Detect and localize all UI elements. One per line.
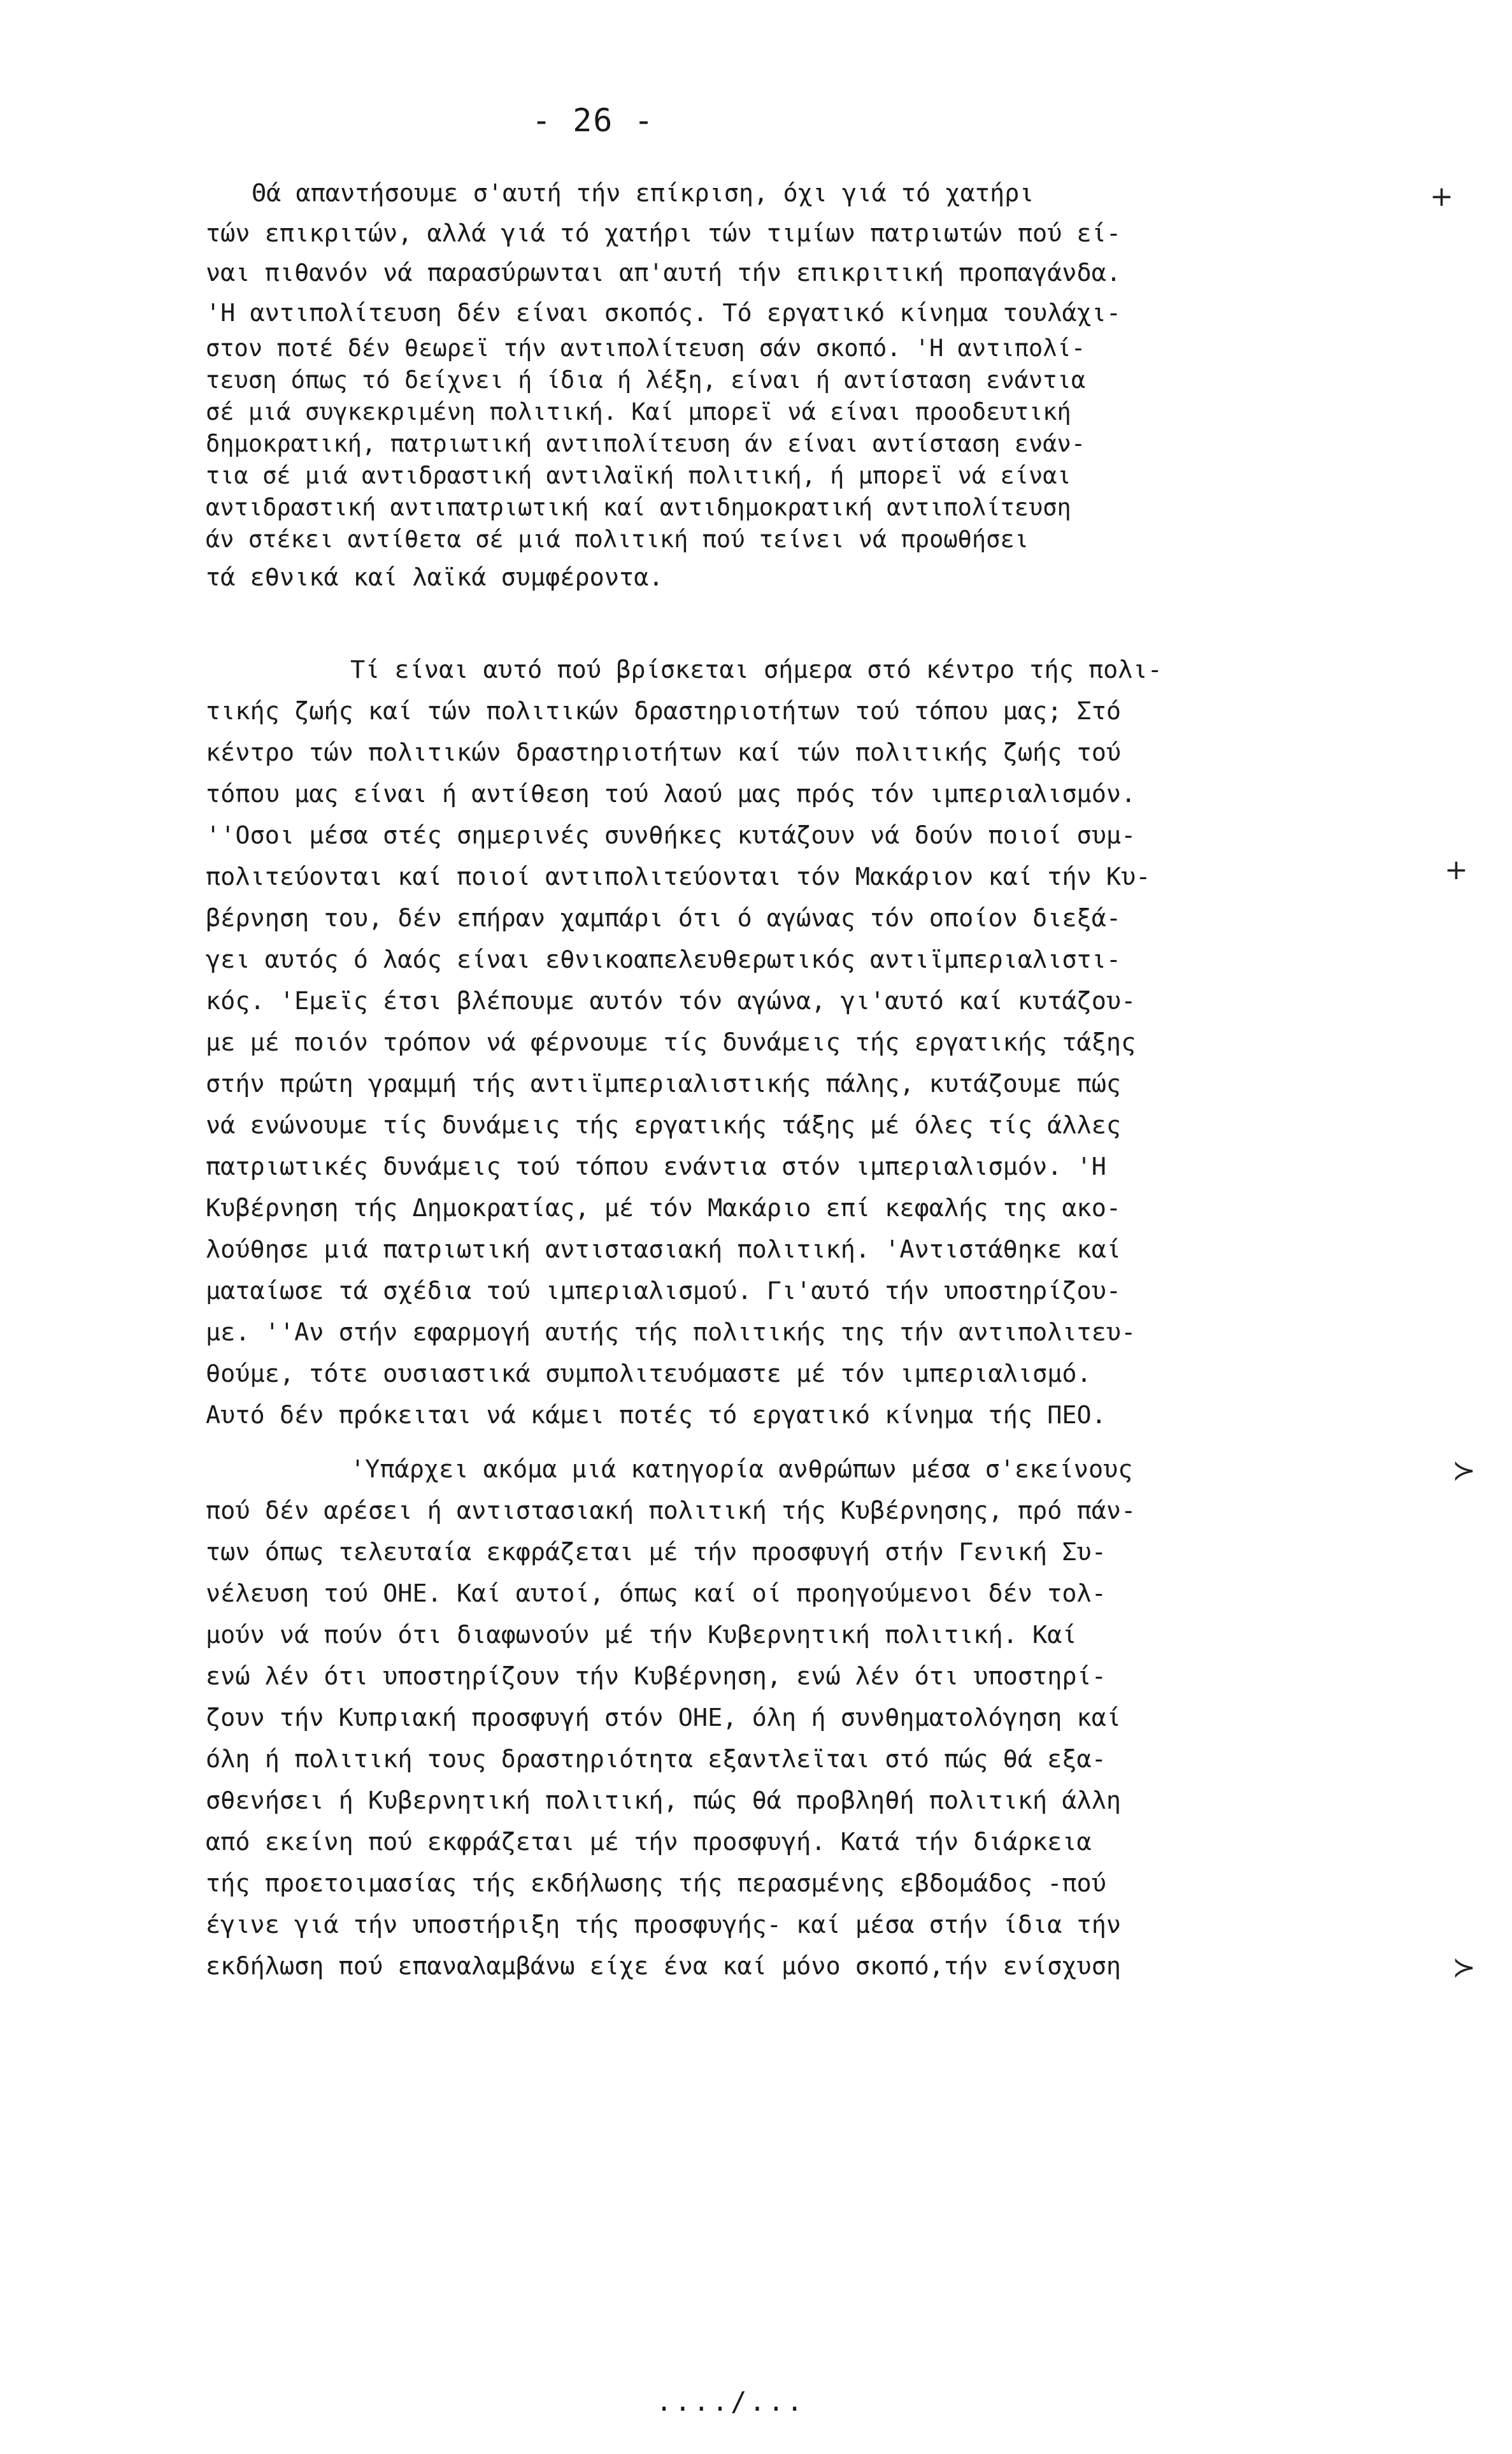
paragraph-3-line: ζουν τήν Κυπριακή προσφυγή στόν ΟΗΕ, όλη ή συνθηματολόγηση καί [206,1704,1122,1732]
continuation-marker: ..../... [656,2386,806,2417]
paragraph-3-line: εκδήλωση πού επαναλαμβάνω είχε ένα καί μόνο σκοπό,τήν ενίσχυση [206,1952,1122,1981]
paragraph-2-line: λούθησε μιά πατριωτική αντιστασιακή πολιτική. 'Αντιστάθηκε καί [206,1235,1122,1264]
margin-plus-mark: + [1430,180,1453,213]
paragraph-3-line: σθενήσει ή Κυβερνητική πολιτική, πώς θά προβληθή πολιτική άλλη [206,1786,1122,1815]
paragraph-3-line: ενώ λέν ότι υποστηρίζουν τήν Κυβέρνηση, ενώ λέν ότι υποστηρί- [206,1662,1106,1691]
paragraph-3-line: από εκείνη πού εκφράζεται μέ τήν προσφυγή. Κατά τήν διάρκεια [206,1828,1092,1856]
paragraph-1-line: σέ μιά συγκεκριμένη πολιτική. Καί μπορεϊ νά είναι προοδευτική [206,398,1071,426]
paragraph-1-line: στον ποτέ δέν θεωρεϊ τήν αντιπολίτευση σάν σκοπό. 'Η αντιπολί- [206,334,1086,362]
paragraph-1-line: τευση όπως τό δείχνει ή ίδια ή λέξη, είναι ή αντίσταση ενάντια [206,366,1086,394]
paragraph-1-line: 'Η αντιπολίτευση δέν είναι σκοπός. Τό εργατικό κίνημα τουλάχι- [206,299,1122,327]
margin-arrow-mark: ≻ [1452,1951,1476,1984]
paragraph-1-line: τών επικριτών, αλλά γιά τό χατήρι τών τιμίων πατριωτών πού εί- [206,219,1122,248]
page-number: - 26 - [532,102,655,139]
margin-plus-mark: + [1444,854,1468,886]
paragraph-1-line: άν στέκει αντίθετα σέ μιά πολιτική πού τείνει νά προωθήσει [206,526,1029,553]
paragraph-2-line: νά ενώνουμε τίς δυνάμεις τής εργατικής τάξης μέ όλες τίς άλλες [206,1111,1122,1140]
paragraph-2-line: τικής ζωής καί τών πολιτικών δραστηριοτήτων τού τόπου μας; Στό [206,697,1122,726]
paragraph-2-line: πατριωτικές δυνάμεις τού τόπου ενάντια στόν ιμπεριαλισμόν. 'Η [206,1152,1106,1181]
paragraph-2-line: Κυβέρνηση τής Δημοκρατίας, μέ τόν Μακάριο επί κεφαλής της ακο- [206,1194,1122,1223]
paragraph-1-line: αντιδραστική αντιπατριωτική καί αντιδημοκρατική αντιπολίτευση [206,494,1071,521]
paragraph-3-line: νέλευση τού ΟΗΕ. Καί αυτοί, όπως καί οί προηγούμενοι δέν τολ- [206,1579,1106,1608]
paragraph-2-line: Τί είναι αυτό πού βρίσκεται σήμερα στό κέντρο τής πολι- [350,656,1162,684]
paragraph-2-line: στήν πρώτη γραμμή τής αντιϊμπεριαλιστικής πάλης, κυτάζουμε πώς [206,1070,1122,1098]
paragraph-3-line: πού δέν αρέσει ή αντιστασιακή πολιτική τής Κυβέρνησης, πρό πάν- [206,1496,1136,1525]
paragraph-2-line: κός. 'Εμεϊς έτσι βλέπουμε αυτόν τόν αγώνα, γι'αυτό καί κυτάζου- [206,987,1136,1015]
paragraph-2-line: Αυτό δέν πρόκειται νά κάμει ποτές τό εργατικό κίνημα τής ΠΕΟ. [206,1401,1106,1430]
paragraph-2-line: με. ''Αν στήν εφαρμογή αυτής τής πολιτικής της τήν αντιπολιτευ- [206,1318,1136,1347]
paragraph-2-line: πολιτεύονται καί ποιοί αντιπολιτεύονται τόν Μακάριον καί τήν Κυ- [206,863,1151,891]
paragraph-2-line: βέρνηση του, δέν επήραν χαμπάρι ότι ό αγώνας τόν οποίον διεξά- [206,904,1122,933]
paragraph-2-line: ''Οσοι μέσα στές σημερινές συνθήκες κυτάζουν νά δούν ποιοί συμ- [206,821,1136,850]
paragraph-3-line: 'Υπάρχει ακόμα μιά κατηγορία ανθρώπων μέσα σ'εκείνους [350,1455,1133,1484]
paragraph-3-line: των όπως τελευταία εκφράζεται μέ τήν προσφυγή στήν Γενική Συ- [206,1538,1106,1567]
paragraph-2-line: γει αυτός ό λαός είναι εθνικοαπελευθερωτικός αντιϊμπεριαλιστι- [206,945,1122,974]
margin-arrow-mark: ≻ [1452,1454,1476,1487]
paragraph-2-line: ματαίωσε τά σχέδια τού ιμπεριαλισμού. Γι'αυτό τήν υποστηρίζου- [206,1277,1122,1305]
paragraph-1-line: τια σέ μιά αντιδραστική αντιλαϊκή πολιτική, ή μπορεϊ νά είναι [206,462,1071,489]
paragraph-3-line: τής προετοιμασίας τής εκδήλωσης τής περασμένης εβδομάδος -πού [206,1869,1106,1898]
paragraph-3-line: όλη ή πολιτική τους δραστηριότητα εξαντλεϊται στό πώς θά εξα- [206,1745,1106,1774]
paragraph-3-line: μούν νά πούν ότι διαφωνούν μέ τήν Κυβερνητική πολιτική. Καί [206,1621,1077,1649]
paragraph-3-line: έγινε γιά τήν υποστήριξη τής προσφυγής- καί μέσα στήν ίδια τήν [206,1911,1122,1939]
paragraph-1-line: Θά απαντήσουμε σ'αυτή τήν επίκριση, όχι γιά τό χατήρι [252,179,1034,208]
paragraph-1-line: δημοκρατική, πατριωτική αντιπολίτευση άν είναι αντίσταση ενάν- [206,430,1086,457]
paragraph-1-line: τά εθνικά καί λαϊκά συμφέροντα. [206,563,664,592]
paragraph-2-line: τόπου μας είναι ή αντίθεση τού λαού μας πρός τόν ιμπεριαλισμόν. [206,780,1136,808]
paragraph-2-line: κέντρο τών πολιτικών δραστηριοτήτων καί τών πολιτικής ζωής τού [206,738,1122,767]
paragraph-2-line: με μέ ποιόν τρόπον νά φέρνουμε τίς δυνάμεις τής εργατικής τάξης [206,1028,1136,1057]
paragraph-2-line: θούμε, τότε ουσιαστικά συμπολιτευόμαστε μέ τόν ιμπεριαλισμό. [206,1360,1092,1388]
paragraph-1-line: ναι πιθανόν νά παρασύρωνται απ'αυτή τήν επικριτική προπαγάνδα. [206,259,1122,287]
